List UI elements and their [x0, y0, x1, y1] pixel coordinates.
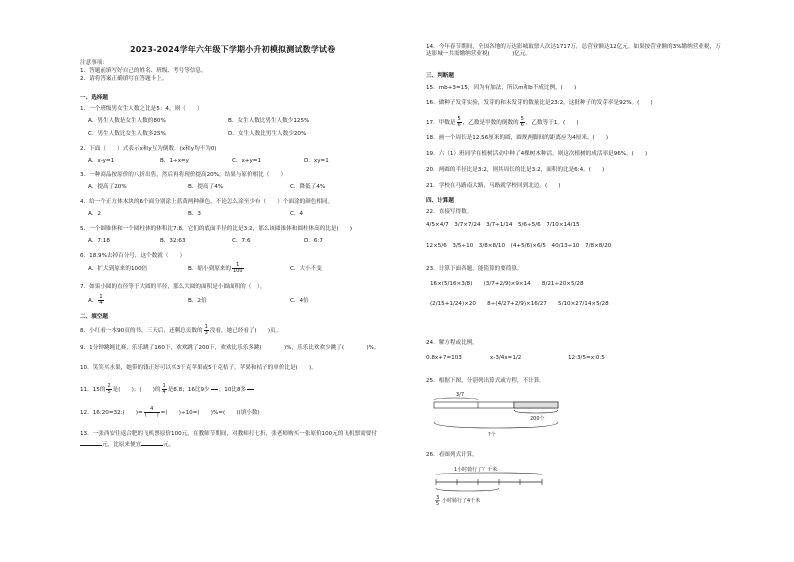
- q1-option-d: D．女生人数比男生人数少20%: [228, 131, 307, 137]
- q11-text-a: 11．15的: [80, 387, 106, 393]
- q6-option-b: [188, 263, 245, 274]
- q4-option-a: A．2: [88, 211, 101, 217]
- q16-text: 16．做种子发芽实验，发芽的和未发芽的数量比是23:2，这批种子的发芽率是92%。( ): [426, 100, 653, 106]
- fig26-top-label: 1小时骑行了？千米: [454, 467, 498, 473]
- q13-text-b: 元，比原来便宜: [102, 442, 142, 448]
- simplify-row-2: (2/15+1/24)×20 8÷(4/27+2/9)×16/27 5/10×27/14×5/28: [430, 301, 609, 307]
- section-judge: 三、判断题: [426, 73, 454, 79]
- notes-heading: 注意事项：: [80, 60, 108, 66]
- q2-option-b: B．1÷x=y: [160, 158, 189, 164]
- q7-option-a-label: A．: [88, 298, 98, 304]
- q26-diagram: [434, 466, 574, 516]
- q23-text: 23．计算下面各题，能简算的要简算。: [426, 266, 523, 272]
- q3-text: 3．一种商品按原价的八折出售，然后再将现价提高20%，结果与原价相比（ ）: [80, 172, 287, 178]
- q7-option-a: [88, 295, 105, 306]
- fraction-numerator: 1: [204, 324, 208, 330]
- fig25-mid-brace: [514, 410, 558, 413]
- q19-text: 19．六（1）班同学在植树活动中种了4棵树木种活，则这次植树的成活率是96%。( ): [426, 151, 648, 157]
- q17-text-b: ，乙数是甲数的倒数的: [462, 120, 519, 126]
- q22-text: 22．直接写得数。: [426, 209, 473, 215]
- fig26-fraction-numerator: 3: [436, 495, 440, 501]
- fraction-numerator: 5: [457, 116, 461, 122]
- fraction: [162, 384, 167, 395]
- fraction-denominator: 3: [204, 330, 208, 336]
- q6-option-b-label: B．缩小到原来的: [188, 266, 231, 272]
- q13-text-2: [80, 440, 174, 449]
- section-choice: 一、选择题: [80, 95, 108, 101]
- fig25-bottom-brace: [434, 422, 558, 428]
- q24-text: 24．解方程或比例。: [426, 340, 478, 346]
- fraction-denominator: 6: [520, 122, 524, 128]
- q13-text: 13．一张西安往返合肥的飞机票原价100元，在教师节期间，对教师打七折，张老师购买一张原价100元的飞机票需要付: [80, 431, 377, 437]
- fraction-denominator: 4: [162, 389, 166, 395]
- answer-blank[interactable]: [141, 440, 163, 446]
- q6-text: 6．18.9%去掉百分号，这个数就（ ）: [80, 253, 186, 259]
- q20-text: 20．两圆的半径比是3:2，则其周长的比是3:2，面积的比是6:4。( ): [426, 167, 605, 173]
- q6-option-c: C．大小不变: [290, 266, 322, 272]
- blank-fraction: [211, 384, 218, 395]
- q11-text-b: 是( )；( )的: [112, 387, 161, 393]
- fraction: [98, 295, 103, 306]
- q9-text: 9．1分钟跳绳比赛，乐乐跳了160下，欢欢跳了200下，欢欢比乐乐多跳( )%，乐乐比欢欢少跳了( )%。: [80, 345, 380, 351]
- fraction-denominator: ( ): [144, 412, 159, 418]
- fraction: [204, 325, 209, 336]
- section-calc: 四、计算题: [426, 198, 454, 204]
- q17-text-a: 17．甲数是: [426, 120, 456, 126]
- fraction-denominator: 6: [457, 122, 461, 128]
- fraction-numerator: 4: [144, 407, 160, 413]
- fig25-bottom-label: ?个: [488, 432, 496, 438]
- q2-option-c: C．x+y=1: [232, 158, 262, 164]
- q12-text-b: =( )÷10=( )%=( )(填小数): [160, 410, 260, 416]
- fraction-numerator: 1: [232, 263, 244, 269]
- fraction: [106, 384, 111, 395]
- q2-text: 2．下面（ ）式表示x和y互为倒数．(x和y均不为0): [80, 146, 217, 152]
- q8-text-a: 8．小红看一本90页的书，三天后，还剩总页数的: [80, 328, 203, 334]
- q5-option-c: C．7:6: [232, 238, 251, 244]
- q5-option-d: D．6:7: [304, 238, 323, 244]
- q25-diagram: [426, 390, 566, 440]
- q15-text: 15．mb+3=15，因为有加法，所以m和b不成比例。( ): [426, 85, 577, 91]
- q5-option-a: A．7:18: [88, 238, 110, 244]
- equation-3: 12:3/5=x:0.5: [568, 355, 605, 361]
- q4-option-c: C．4: [290, 211, 304, 217]
- page-title: 2023-2024学年六年级下学期小升初模拟测试数学试卷: [130, 45, 336, 54]
- fraction-numerator: 1: [99, 294, 103, 300]
- q5-option-b: B．32:63: [160, 238, 186, 244]
- q4-option-b: B．3: [188, 211, 201, 217]
- equation-2: x-3/4x=1/2: [490, 355, 522, 361]
- fig25-mid-label: 200个: [530, 416, 545, 422]
- q26-text: 26．看图列式计算。: [426, 452, 478, 458]
- q8-text: [80, 325, 281, 336]
- blank-fraction: [247, 384, 254, 395]
- fraction-denominator: 5: [107, 389, 111, 395]
- fig26-bottom-label: 小时骑行了4千米: [442, 498, 481, 504]
- simplify-row-1: 16×(5/16×3/8) (3/7+2/9)×9×14 8/21÷20×5/28: [430, 281, 584, 287]
- q12-text: [80, 407, 260, 418]
- q3-option-a: A．提高了20%: [88, 184, 127, 190]
- fig26-fraction-denominator: 5: [436, 501, 440, 507]
- note-2: 2．请将答案正确填写在答题卡上。: [80, 76, 168, 82]
- fraction: [457, 117, 462, 128]
- q11-text-d: ；10比8多: [218, 387, 247, 393]
- q1-option-a: A．男生人数是女生人数的80%: [88, 118, 166, 124]
- q8-text-b: 没看，她已经看了( )页。: [209, 328, 282, 334]
- mental-calc-row-2: 12×5/6 3/5÷10 3/8×8/10 (4+5/6)×6/5 40/13÷10 7/8×8/20: [426, 243, 612, 249]
- fraction: [232, 263, 244, 274]
- q21-text: 21．学校在马路南大路，马路就学校回到北边。( ): [426, 183, 561, 189]
- note-1: 1．答题前填写好自己的姓名、班级、考号等信息。: [80, 68, 207, 74]
- section-fill: 二、填空题: [80, 314, 108, 320]
- fig25-top-label: 3/7: [456, 392, 465, 398]
- q25-text: 25．根据下图，分别列出算式或方程，不计算。: [426, 378, 545, 384]
- q7-text: 7．如果小圆的直径等于大圆的半径，那么大圆的面积是小圆面积的（ ）。: [80, 284, 266, 290]
- q2-option-d: D．xy=1: [304, 158, 329, 164]
- q5-text: 5．一个圆锥体和一个圆柱体的体积比7:8，它们的底面半径的比是3:2，那么该圆锥体和圆柱体高的比是( ): [80, 226, 353, 232]
- q17-text: [426, 117, 579, 128]
- fraction: [520, 117, 525, 128]
- q11-text-c: 是8.8；16比9少: [167, 387, 210, 393]
- q1-option-b: B．女生人数比男生人数少125%: [228, 118, 310, 124]
- fraction-denominator: 100: [233, 268, 243, 274]
- q13-text-c: 元。: [163, 442, 175, 448]
- q2-option-a: A．x-y=1: [88, 158, 115, 164]
- q12-text-a: 12．16:20=32:( )=: [80, 410, 143, 416]
- q3-option-b: B．提高了4%: [188, 184, 224, 190]
- fraction-denominator: 4: [99, 300, 103, 306]
- fig25-top-brace: [434, 398, 478, 400]
- fraction-numerator: 5: [520, 116, 524, 122]
- q6-option-a: A．扩大到原来的100倍: [88, 266, 148, 272]
- fraction-numerator: 2: [107, 383, 111, 389]
- q4-text: 4．给一个正方体木块的6个面分别涂上蓝黄两种颜色，不论怎么涂至少有（ ）个面涂的颜色相同。: [80, 199, 334, 205]
- q3-option-c: C．降低了4%: [290, 184, 326, 190]
- fraction-numerator: 1: [162, 383, 166, 389]
- answer-blank[interactable]: [80, 440, 102, 446]
- q14-text: 14．今年春节期间，全国各地的万达影城取票人次达1717万，总营业额达12亿元。如果按营业额的3%缴纳营业税，万达影城一共需缴纳营业税( )亿元。: [426, 44, 721, 57]
- q7-option-b: B．2倍: [188, 298, 207, 304]
- q1-text: 1．一个班级男女生人数之比是5：4，则（ ）: [80, 106, 203, 112]
- fraction: [144, 407, 160, 418]
- q11-text: [80, 384, 255, 395]
- q10-text: 10．笑笑买水果，她带的钱正好可以买3千克苹果或5千克桔子。苹果和桔子的单价比是( )。: [80, 365, 317, 371]
- q18-text: 18．画一个周长是12.56厘米的圆，圆规两脚间的距离应为4厘米。( ): [426, 135, 609, 141]
- equation-1: 0.8x+7=103: [426, 355, 462, 361]
- q17-text-c: ，乙数等于1。( ): [525, 120, 579, 126]
- mental-calc-row-1: 4/5×4/7 3/7×7/24 3/7÷1/14 5/6÷5/6 7/10×14/15: [426, 222, 580, 228]
- q7-option-c: C．4倍: [290, 298, 309, 304]
- q1-option-c: C．男生人数比女生人数多25%: [88, 131, 166, 137]
